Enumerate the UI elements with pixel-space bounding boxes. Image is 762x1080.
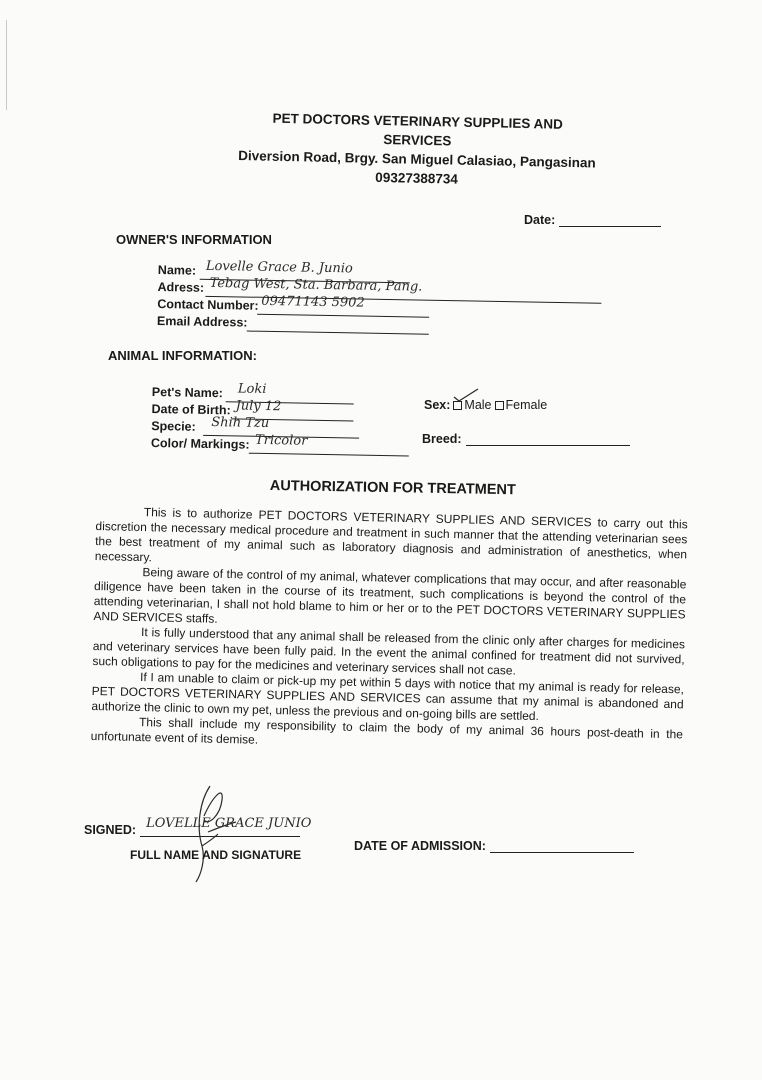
owner-email-label: Email Address: [156, 313, 248, 330]
authorization-title: AUTHORIZATION FOR TREATMENT [269, 478, 516, 499]
date-label: Date: [524, 213, 556, 227]
pet-name-value: Loki [237, 381, 267, 397]
sex-field [424, 398, 547, 412]
business-address: Diversion Road, Brgy. San Miguel Calasiao, Pangasinan [238, 148, 596, 171]
authorization-paragraph: Being aware of the control of my animal, whatever complications that may occur, and after reasonable diligence have been taken in the course of its treatment, such complications is beyond the control of the attending veterinarian, I shall not hold blame to him or her or to the PET DOCTORS VETERINARY SUPPLIES AND SERVICES staffs. [93, 565, 687, 626]
breed-line [466, 431, 630, 446]
pet-name-label: Pet's Name: [151, 384, 224, 401]
authorization-paragraph: It is fully understood that any animal shall be released from the clinic only after charges for medicines and veterinary services have been fully paid. In the event the animal confined for treatment did not survived, such obligations to pay for the medicines and veterinary services shall not case. [92, 625, 686, 678]
owner-address-value: Tebag West, Sta. Barbara, Pang. [209, 275, 423, 295]
specie-value: Shih Tzu [211, 415, 270, 432]
color-line [249, 452, 409, 457]
owner-email-line [247, 330, 429, 335]
fullname-signature-label: FULL NAME AND SIGNATURE [130, 848, 302, 862]
handwritten-signature-icon [178, 776, 248, 886]
breed-label: Breed: [422, 432, 462, 446]
date-field[interactable] [524, 212, 661, 227]
owner-section-title: OWNER'S INFORMATION [116, 232, 272, 247]
admission-date-field[interactable] [354, 838, 634, 853]
female-checkbox[interactable] [495, 401, 504, 410]
owner-fields [156, 258, 608, 338]
signed-name-value: LOVELLE GRACE JUNIO [146, 816, 312, 831]
owner-address-label: Adress: [157, 279, 205, 295]
owner-contact-label: Contact Number: [157, 296, 259, 313]
authorization-paragraph: This shall include my responsibility to claim the body of my animal 36 hours post-death in the unfortunate event of its demise. [90, 715, 684, 747]
animal-section-title: ANIMAL INFORMATION: [108, 348, 257, 363]
breed-field[interactable] [422, 431, 630, 446]
animal-fields [150, 381, 422, 457]
male-checkbox[interactable] [453, 401, 462, 410]
dob-label: Date of Birth: [151, 401, 231, 418]
female-label: Female [505, 398, 548, 412]
admission-label: DATE OF ADMISSION: [354, 839, 486, 853]
authorization-body [91, 504, 688, 757]
color-label: Color/ Markings: [150, 435, 250, 452]
authorization-paragraph: If I am unable to claim or pick-up my pet within 5 days with notice that my animal is ready for release, PET DOCTORS VETERINARY SUPPLIES AND SERVICES can assume that my animal is abandoned and authorize the clinic to own my pet, unless the previous and on-going bills are settled. [91, 670, 685, 724]
male-label: Male [464, 398, 492, 412]
business-name: PET DOCTORS VETERINARY SUPPLIES AND SERVICES [272, 110, 564, 149]
owner-name-value: Lovelle Grace B. Junio [205, 258, 353, 277]
business-phone: 09327388734 [375, 169, 459, 187]
owner-name-label: Name: [157, 262, 197, 278]
color-value: Tricolor [254, 432, 308, 449]
specie-label: Specie: [151, 418, 196, 434]
color-row[interactable] [150, 432, 421, 457]
owner-contact-value: 09471143 5902 [261, 293, 365, 311]
male-checkmark-icon [453, 388, 479, 402]
form-header [236, 108, 598, 192]
sex-label: Sex: [424, 398, 451, 412]
signed-label: SIGNED: [84, 823, 137, 837]
scan-edge-mark [6, 20, 7, 110]
admission-line [490, 838, 634, 853]
dob-value: July 12 [235, 398, 282, 415]
date-line [559, 212, 661, 227]
authorization-paragraph: This is to authorize PET DOCTORS VETERINARY SUPPLIES AND SERVICES to carry out this discretion the necessary medical procedure and treatment in such manner that the attending veterinarian sees the best treatment of my animal such as laboratory diagnosis and administration of anesthetics, when necessary. [94, 505, 688, 565]
